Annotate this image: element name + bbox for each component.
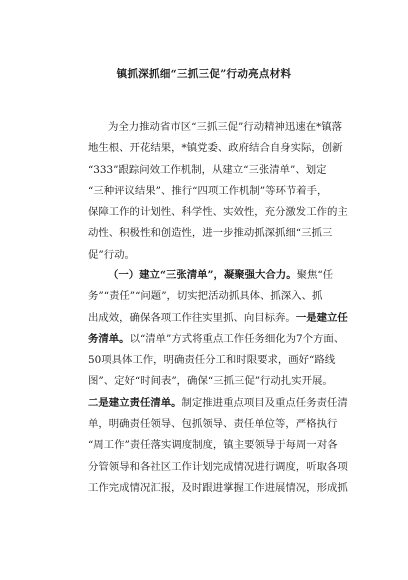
point-two-body: 制定推进重点项目及重点任务责任清 — [181, 396, 348, 409]
paragraph-line: “三种评议结果”、推行“四项工作机制”等环节着手， — [88, 184, 328, 197]
paragraph-line: 保障工作的计划性、科学性、实效性，充分激发工作的主 — [88, 206, 348, 219]
section-heading-tail: 聚焦“任 — [296, 269, 334, 281]
section-one-paragraph — [88, 265, 352, 499]
paragraph-line — [88, 393, 352, 414]
paragraph-line: “周工作”责任落实调度制度，镇主要领导于每周一对各 — [88, 439, 338, 452]
paragraph-line: 工作完成情况汇报，及时跟进掌握工作进展情况，形成抓 — [88, 481, 348, 494]
paragraph-line — [88, 329, 352, 350]
document-title: 镇抓深抓细“三抓三促”行动亮点材料 — [116, 68, 292, 80]
section-heading: （一）建立“三张清单”，凝聚强大合力。 — [108, 269, 297, 281]
paragraph-line: 为全力推动省市区“三抓三促”行动精神迅速在*镇落 — [108, 121, 343, 133]
section-heading-line — [88, 265, 352, 286]
paragraph-line: 单，明确责任领导、包抓领导、责任单位等，严格执行 — [88, 418, 338, 431]
intro-paragraph — [88, 117, 352, 266]
paragraph-line: “333”跟踪问效工作机制，从建立“三张清单”、划定 — [88, 163, 327, 176]
point-one-lead-cont: 务清单。 — [88, 332, 130, 345]
paragraph-line — [88, 308, 352, 329]
paragraph-line: 图”、定好“时间表”，确保“三抓三促”行动扎实开展。 — [88, 375, 333, 388]
point-two-lead: 二是建立责任清单。 — [88, 396, 182, 409]
paragraph-line: 50项具体工作，明确责任分工和时限要求，画好“路线 — [88, 354, 336, 367]
paragraph-line: 分管领导和各社区工作计划完成情况进行调度，听取各项 — [88, 460, 348, 473]
point-one-lead: 一是建立任 — [295, 311, 348, 324]
paragraph-line: 务”“责任”“问题”，切实把活动抓具体、抓深入、抓 — [88, 290, 323, 303]
point-one-body: 以“清单”方式将重点工作任务细化为7个方面、 — [129, 332, 345, 345]
paragraph-text: 出成效，确保各项工作往实里抓、向目标奔。 — [88, 311, 296, 324]
paragraph-line: 动性、积极性和创造性，进一步推动抓深抓细“三抓三 — [88, 227, 333, 240]
paragraph-line: 促”行动。 — [88, 248, 135, 261]
paragraph-line: 地生根、开花结果，*镇党委、政府结合自身实际，创新 — [88, 142, 343, 155]
